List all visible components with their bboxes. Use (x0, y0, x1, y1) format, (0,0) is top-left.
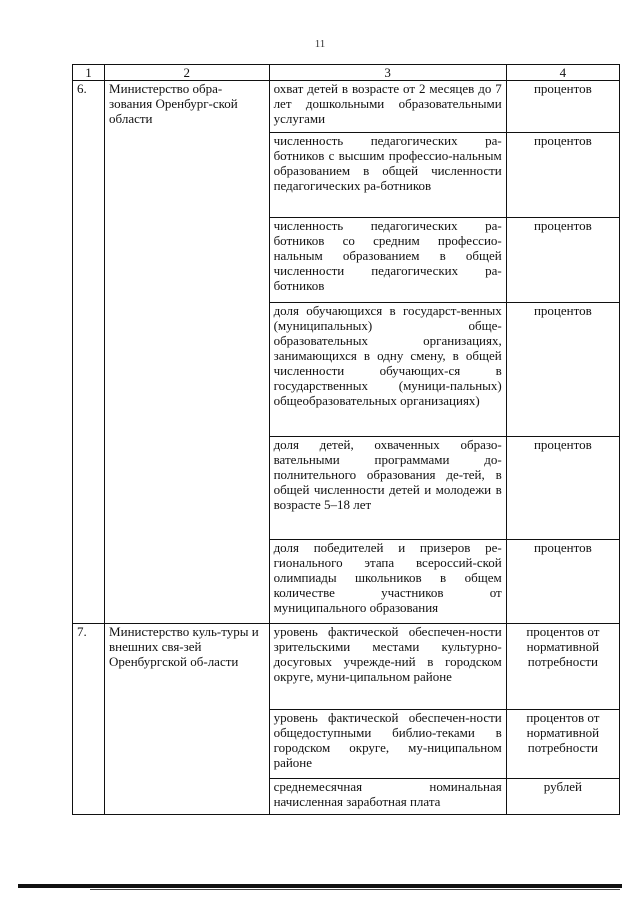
indicator-cell: численность педагогических ра-ботников со средним профессио-нальным образованием в общей численности педагогических ра-ботников (269, 218, 506, 303)
column-header-4: 4 (506, 65, 619, 81)
unit-cell: рублей (506, 779, 619, 815)
table-row (73, 81, 620, 133)
indicator-cell: доля детей, охваченных образо-вательными программами до-полнительного образования де-тей, в общей численности детей и молодежи в возрасте 5–18 лет (269, 437, 506, 540)
column-header-2: 2 (105, 65, 270, 81)
row-number: 7. (73, 624, 105, 815)
unit-cell: процентов (506, 437, 619, 540)
footer-thin-rule (90, 889, 620, 890)
indicators-table (72, 64, 620, 815)
column-header-3: 3 (269, 65, 506, 81)
table-header-row (73, 65, 620, 81)
unit-cell: процентов (506, 133, 619, 218)
row-number: 6. (73, 81, 105, 624)
indicator-cell: доля обучающихся в государст-венных (муниципальных) обще-образовательных организациях, занимающихся в одну смену, в общей численности обучающих-ся в государственных (муници-пальных) общеобразовательных организациях) (269, 303, 506, 437)
indicator-cell: охват детей в возрасте от 2 месяцев до 7 лет дошкольными образовательными услугами (269, 81, 506, 133)
column-header-1: 1 (73, 65, 105, 81)
ministry-name: Министерство куль-туры и внешних свя-зей Оренбургской об-ласти (105, 624, 270, 815)
indicator-cell: доля победителей и призеров ре-гионального этапа всероссий-ской олимпиады школьников в общем количестве участников от муниципального образования (269, 540, 506, 624)
ministry-name: Министерство обра-зования Оренбург-ской области (105, 81, 270, 624)
unit-cell: процентов от нормативной потребности (506, 624, 619, 710)
indicator-cell: уровень фактической обеспечен-ности общедоступными библио-теками в городском округе, му-ниципальном районе (269, 710, 506, 779)
indicator-cell: среднемесячная номинальная начисленная заработная плата (269, 779, 506, 815)
unit-cell: процентов от нормативной потребности (506, 710, 619, 779)
unit-cell: процентов (506, 81, 619, 133)
page-number: 11 (314, 38, 326, 50)
unit-cell: процентов (506, 540, 619, 624)
indicator-cell: уровень фактической обеспечен-ности зрительскими местами культурно-досуговых учрежде-ний в городском округе, муни-ципальном районе (269, 624, 506, 710)
unit-cell: процентов (506, 218, 619, 303)
footer-rule (18, 884, 622, 888)
indicator-cell: численность педагогических ра-ботников с высшим профессио-нальным образованием в общей численности педагогических ра-ботников (269, 133, 506, 218)
table-row (73, 624, 620, 710)
unit-cell: процентов (506, 303, 619, 437)
